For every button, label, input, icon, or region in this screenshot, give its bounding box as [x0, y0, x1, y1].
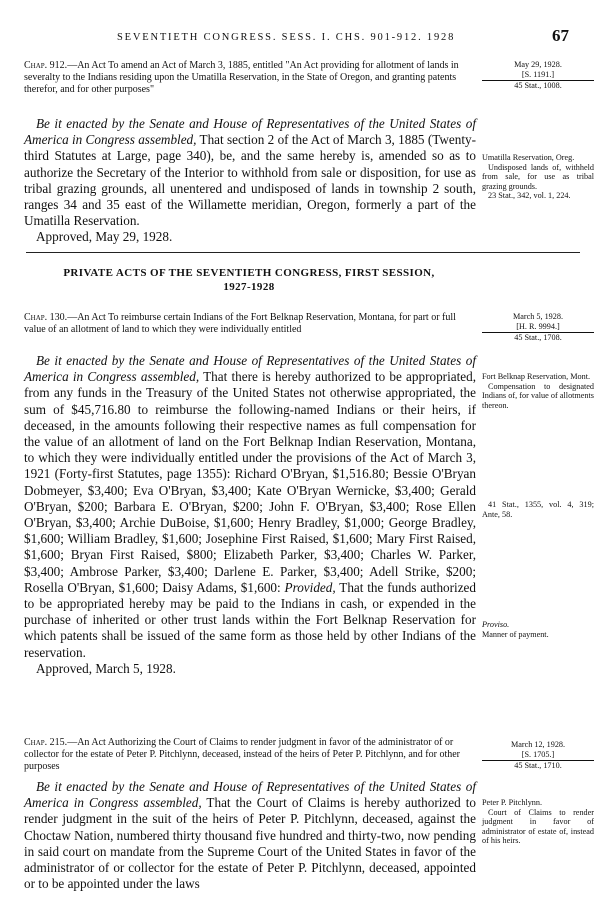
- ch215-bill: [S. 1705.]: [482, 750, 594, 762]
- ch912-marginal-date: [482, 60, 594, 91]
- ch215-note-body: Court of Claims to render judgment in favor of administrator of estate of, instead of his heirs.: [482, 807, 594, 846]
- ch912-caption: [24, 60, 472, 96]
- ch130-body: [24, 353, 476, 677]
- ch130-note-title: Fort Belknap Reservation, Mont.: [482, 372, 591, 381]
- page-number: 67: [552, 26, 569, 45]
- ch215-enacting-paragraph: [24, 779, 476, 892]
- ch912-body: [24, 116, 476, 246]
- ch215-body: [24, 779, 476, 892]
- ch912-stat: 45 Stat., 1008.: [514, 81, 562, 91]
- ch130-stat: 45 Stat., 1708.: [514, 333, 562, 343]
- ch130-note-manner: Manner of payment.: [482, 629, 549, 639]
- ch130-approved: Approved, March 5, 1928.: [36, 660, 176, 676]
- ch130-note-ref: 41 Stat., 1355, vol. 4, 319; Ante, 58.: [482, 500, 594, 519]
- ch130-bill: [H. R. 9994.]: [482, 322, 594, 334]
- section-years: 1927-1928: [223, 281, 275, 293]
- ch912-caption-text: —An Act To amend an Act of March 3, 1885, entitled "An Act providing for allotment of lands in severalty to the Indians residing upon the Umatilla Reservation, in the State of Oregon, and granting patents therefor, and for other purposes": [24, 60, 459, 95]
- ch215-side-note: [482, 798, 594, 846]
- ch215-date: March 12, 1928.: [510, 740, 566, 749]
- ch215-enacting-text: That the Court of Claims is hereby authorized to render judgment in the suit of the heirs of Peter P. Pitchlynn, deceased, against the Choctaw Nation, numbered thirty thousand five hundred and thirty-two, now pending in said court on mandate from the Supreme Court of the United States in favor of the administrator of or collector for the estate of Peter P. Pitchlynn, deceased, appointed or to be appointed under the laws: [24, 795, 476, 892]
- ch215-chap-label: Chap. 215.: [24, 737, 68, 748]
- ch912-date: May 29, 1928.: [514, 60, 562, 69]
- ch912-chap-label: Chap. 912.: [24, 60, 68, 71]
- ch130-enacting-text: That there is hereby authorized to be appropriated, from any funds in the Treasury of the United States not otherwise appropriated, the sum of $45,716.80 to reimburse the following-named Indians or their heirs, if deceased, in the amounts following their respective names as full compensation for the value of an allotment of land on the Fort Belknap Indian Reservation, Montana, to which they were individually entitled under the provisions of the Act of March 3, 1921 (Forty-first Statutes, page 1355): Richard O'Bryan, $1,516.80; Bessie O'Bryan Dobmeyer, $3,400; Eva O'Bryan, $3,400; Kate O'Bryan Wernicke, $3,400; Gerald O'Bryan, $200; Barbara E. O'Bryan, $200; John F. O'Bryan, $3,400; Rose Ellen O'Bryan, $3,400; Archie DuBoise, $1,600; Henry Bradley, $1,000; George Bradley, $1,600; William Bradley, $1,600; Josephine First Raised, $1,600; Mary First Raised, $1,600; Bryan First Raised, $800; Elizabeth Parker, $3,400; Charles W. Parker, $3,400; Ambrose Parker, $3,400; Darlene E. Parker, $3,400; Adell Strike, $200; Rosella O'Bryan, $1,600; Daisy Adams, $1,600:: [24, 369, 476, 595]
- section-title: PRIVATE ACTS OF THE SEVENTIETH CONGRESS, FIRST SESSION,: [63, 267, 435, 279]
- section-divider-rule: [26, 252, 580, 253]
- ch912-note-body: Undisposed lands of, withheld from sale, for use as tribal grazing grounds.: [482, 162, 594, 191]
- ch130-side-note: [482, 372, 594, 410]
- ch912-enacting-text: That section 2 of the Act of March 3, 1885 (Twenty-third Statutes at Large, page 340), be, and the same hereby is, amended so as to authorize the Secretary of the Interior to withhold from sale or disposition, for use as tribal grazing grounds, all unentered and undisposed of lands in township 2 south, ranges 34 and 35 east of the Willamette meridian, Oregon, formerly a part of the Umatilla Reservation.: [24, 132, 476, 229]
- ch130-proviso-label: Provided,: [284, 579, 336, 595]
- ch912-side-note: [482, 153, 594, 201]
- ch130-enacting-clause: Be it enacted by the Senate and House of Representatives of the United States of America in Congress assembled,: [24, 353, 476, 385]
- ch912-note-ref: 23 Stat., 342, vol. 1, 224.: [488, 191, 571, 201]
- ch130-chap-label: Chap. 130.: [24, 312, 68, 323]
- ch215-note-title: Peter P. Pitchlynn.: [482, 798, 543, 807]
- ch215-enacting-clause: Be it enacted by the Senate and House of Representatives of the United States of America in Congress assembled,: [24, 779, 476, 811]
- ch215-caption: [24, 737, 472, 773]
- ch130-marginal-date: [482, 312, 594, 343]
- ch130-side-ref: [482, 500, 594, 519]
- ch912-enacting-clause: Be it enacted by the Senate and House of Representatives of the United States of America in Congress assembled,: [24, 116, 476, 148]
- ch912-approved: Approved, May 29, 1928.: [36, 229, 173, 245]
- ch912-enacting-paragraph: [24, 116, 476, 229]
- ch130-note-body: Compensation to designated Indians of, for value of allotments thereon.: [482, 381, 594, 410]
- ch912-bill: [S. 1191.]: [482, 70, 594, 82]
- ch912-note-title: Umatilla Reservation, Oreg.: [482, 153, 575, 162]
- ch215-caption-text: —An Act Authorizing the Court of Claims to render judgment in favor of the administrator of or collector for the estate of Peter P. Pitchlynn, deceased, instead of the heirs of Peter P. Pitchlynn, and for other purposes: [24, 737, 460, 772]
- ch130-proviso-text: That the funds authorized to be appropriated hereby may be paid to the Indians in cash, or expended in the purchase of inherited or other trust lands within the Fort Belknap Reservation for which patents shall be issued of the same form as those held by other Indians of the reservation.: [24, 579, 476, 660]
- ch130-side-proviso: [482, 620, 594, 639]
- ch130-caption: [24, 312, 472, 336]
- section-heading: [24, 266, 474, 294]
- ch130-note-proviso: Proviso.: [482, 620, 510, 629]
- ch215-stat: 45 Stat., 1710.: [514, 761, 562, 771]
- ch130-caption-text: —An Act To reimburse certain Indians of the Fort Belknap Reservation, Montana, for part or full value of an allotment of land to which they were individually entitled: [24, 312, 456, 335]
- ch215-marginal-date: [482, 740, 594, 771]
- ch130-date: March 5, 1928.: [512, 312, 564, 321]
- ch130-enacting-paragraph: [24, 353, 476, 661]
- running-head: SEVENTIETH CONGRESS. SESS. I. CHS. 901-912. 1928: [117, 32, 456, 43]
